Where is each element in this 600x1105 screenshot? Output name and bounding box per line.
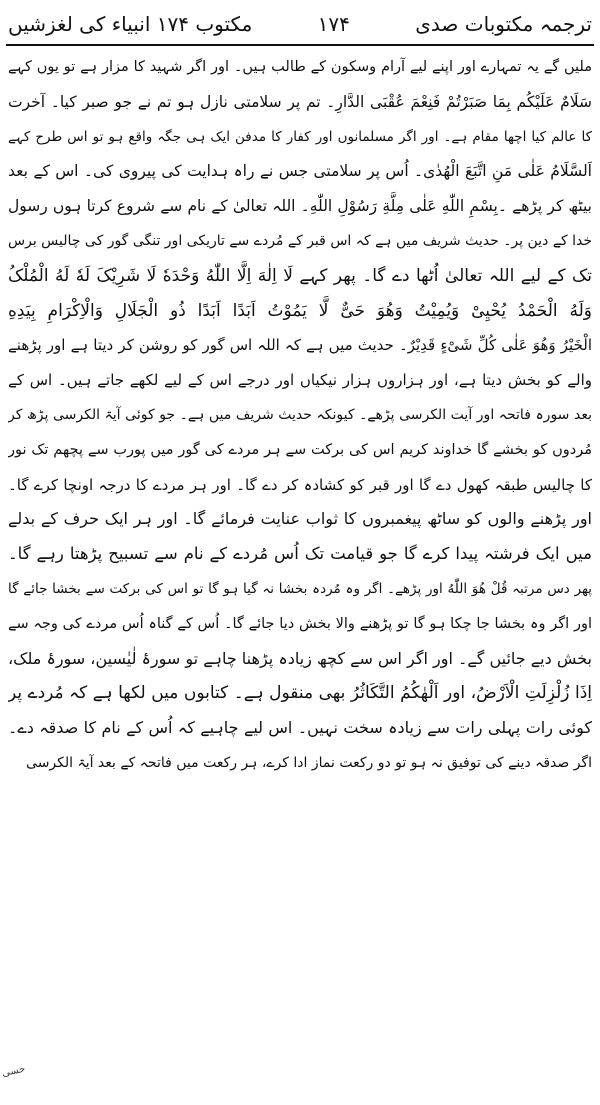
book-title: ترجمہ مکتوبات صدی xyxy=(415,12,592,36)
header-divider xyxy=(6,44,594,46)
page-header xyxy=(8,4,592,44)
text-line: ملیں گے یہ تمہارے اور اپنے لیے آرام وسکون کے طالب ہیں۔ اور اگر شہید کا مزار ہے تو یوں کہے xyxy=(8,59,592,75)
text-line: اَلسَّلَامُ عَلٰی مَنِ اتَّبَعَ الْهُدٰی۔ اُس پر سلامتی جس نے راہ ہدایت کی پیروی کی۔ اس کے بعد xyxy=(8,162,592,181)
text-line: والے کو بخش دیتا ہے، اور ہزاروں ہزار نیکیاں اور درجے اس کے لیے لکھے جاتے ہیں۔ اس کے xyxy=(8,371,592,390)
text-line: اور پڑھنے والوں کو ساٹھ پیغمبروں کا ثواب عنایت فرمائے گا۔ اور ہر ایک حرف کے بدلے xyxy=(8,509,592,529)
text-line: کا چالیس طبقہ کھول دے گا اور قبر کو کشادہ کر دے گا۔ اور ہر مردے کا درجہ اونچا کرے گا۔ xyxy=(8,475,592,494)
text-line: پھر دس مرتبہ قُلْ هُوَ اللّٰهُ اور پڑھے۔ اگر وہ مُردہ بخشا نہ گیا ہو گا تو اس کی برکت سے بخشا جائے گا xyxy=(8,580,592,597)
text-line: اِذَا زُلْزِلَتِ الْاَرْضُ، اور اَلْهٰکُمُ التَّکَاثُرُ بھی منقول ہے۔ کتابوں میں لکھا ہے کہ مُردے پر xyxy=(8,683,592,704)
text-line: مُردوں کو بخشے گا خداوند کریم اس کی برکت سے ہر مردے کی گور میں پورب سے پچھم تک نور xyxy=(8,441,592,458)
text-line: اگر صدقہ دینے کی توفیق نہ ہو تو دو رکعت نماز ادا کرے، ہر رکعت میں فاتحہ کے بعد آیۃ الکرسی xyxy=(26,754,592,771)
text-line: خدا کے دین پر۔ حدیث شریف میں ہے کہ اس قبر کے مُردے سے تاریکی اور تنگی گور کی چالیس برس xyxy=(8,232,592,249)
text-line: کوئی رات پہلی رات سے زیادہ سخت نہیں۔ اس لیے چاہیے کہ اُس کے نام کا صدقہ دے۔ xyxy=(8,718,592,738)
text-line: وَلَهُ الْحَمْدُ یُحْیِیْ وَیُمِیْتُ وَهُوَ حَیٌّ لَّا یَمُوْتُ اَبَدًا اَبَدًا ذُو الْجَلَالِ وَالْاِکْرَامِ بِیَدِهِ xyxy=(8,300,592,321)
text-line: بخش دیے جائیں گے۔ اور اگر اس سے کچھ زیادہ پڑھنا چاہے تو سورۂ لٰیٰسین، سورۂ ملک، xyxy=(8,648,592,668)
text-line: بعد سورہ فاتحہ اور آیت الکرسی پڑھے۔ کیونکہ حدیث شریف میں ہے۔ جو کوئی آیۃ الکرسی پڑھ کر xyxy=(8,406,592,423)
page-number: ۱۷۴ xyxy=(317,12,350,36)
text-line: میں ایک فرشتہ پیدا کرے گا جو قیامت تک اُس مُردے کے نام سے تسبیح پڑھتا رہے گا۔ xyxy=(8,544,592,564)
text-line: تک کے لیے اللہ تعالیٰ اُٹھا دے گا۔ پھر کہے لَا اِلٰهَ اِلَّا اللّٰهُ وَحْدَهٗ لَا شَرِیْکَ لَهٗ لَهُ الْمُلْکُ xyxy=(8,265,592,286)
text-line: سَلَامٌ عَلَیْکُم بِمَا صَبَرْتُمْ فَنِعْمَ عُقْبَی الدَّارِ۔ تم پر سلامتی نازل ہو تم نے جو صبر کیا۔ آخرت xyxy=(8,92,592,111)
text-line: بیٹھ کر پڑھے ۔بِسْمِ اللّٰهِ عَلٰی مِلَّةِ رَسُوْلِ اللّٰهِ۔ اللہ تعالیٰ کے نام سے شروع کرتا ہوں رسول xyxy=(8,197,592,216)
margin-annotation: حسی xyxy=(1,1063,27,1080)
text-line: اور اگر وہ بخشا جا چکا ہو گا تو پڑھنے والا بخش دیا جائے گا۔ اُس کے گناہ اُس مردے کی وجہ سے xyxy=(8,615,592,632)
text-line: الْخَیْرُ وَهُوَ عَلٰی کُلِّ شَیْءٍ قَدِیْرٌ۔ حدیث میں ہے کہ اللہ اس گور کو روشن کر دیتا ہے اور پڑھنے xyxy=(8,336,592,355)
section-title: مکتوب ۱۷۴ انبیاء کی لغزشیں xyxy=(8,12,253,36)
text-line: کا عالم کیا اچھا مقام ہے۔ اور اگر مسلمانوں اور کفار کا مدفن ایک ہی جگہ واقع ہو تو اس طرح کہے xyxy=(8,128,592,145)
page-body xyxy=(8,50,592,1099)
